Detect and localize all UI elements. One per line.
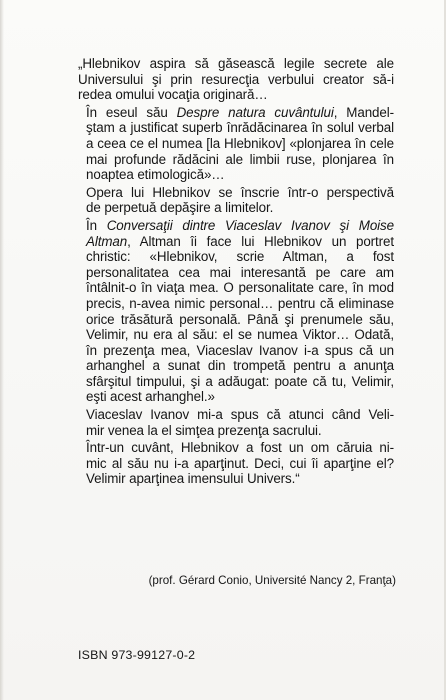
text-line: personalitatea cea mai interesantă pe care am [86, 264, 394, 280]
text-line: Într-un cuvânt, Hlebnikov a fost un om căruia ni- [86, 440, 394, 456]
text-line: arhanghel a sunat din trompetă pentru a anunţa [86, 358, 394, 374]
page-edge-shadow [0, 0, 4, 700]
paragraph-3 [78, 185, 394, 216]
text-line [78, 105, 394, 121]
text-line: christic: «Hlebnikov, scrie Altman, a fost [86, 249, 394, 265]
text-run: În eseul său [86, 104, 177, 120]
text-line: mai profunde rădăcini ale limbii ruse, plonjarea în [86, 151, 394, 167]
text-line: eşti acest arhanghel.» [86, 389, 215, 405]
text-line: mir venea la el simţea prezenţa sacrului. [86, 422, 322, 438]
isbn-number: ISBN 973-99127-0-2 [78, 648, 196, 662]
paragraph-1 [78, 56, 394, 103]
paragraph-5 [78, 407, 394, 438]
quote-text-block [78, 56, 394, 489]
quote-attribution: (prof. Gérard Conio, Université Nancy 2, Franţa) [148, 574, 396, 587]
text-line: sfârşitul timpului, şi a adăugat: poate că tu, Velimir, [86, 373, 394, 389]
text-line: Opera lui Hlebnikov se înscrie într-o perspectivă [86, 184, 394, 200]
text-line: Universului şi prin resurecţia verbului creator să-i [78, 71, 394, 87]
text-line: orice trăsătură personală. Până şi prenumele său, [86, 311, 394, 327]
book-title-continued: Altman [86, 233, 128, 249]
text-line: Velimir aparţinea imensului Univers.“ [86, 471, 300, 487]
text-line: întâlnit-o în viaţa mea. O personalitate care, în mod [86, 280, 394, 296]
text-run: , Mandel- [333, 104, 394, 120]
text-line: Viaceslav Ivanov mi-a spus că atunci când Veli- [86, 407, 394, 423]
text-line: de perpetuă depăşire a limitelor. [86, 200, 274, 216]
essay-title: Despre natura cuvântului [176, 104, 334, 120]
paragraph-2 [78, 105, 394, 183]
text-line [78, 218, 394, 234]
text-line: precis, n-avea nimic personal… pentru că eliminase [86, 295, 394, 311]
text-line: în prezenţa mea, Viaceslav Ivanov i-a spus că un [86, 342, 394, 358]
text-line: „Hlebnikov aspira să găsească legile secrete ale [78, 56, 394, 71]
text-line: ştam a justificat superb înrădăcinarea în solul verbal [86, 120, 394, 136]
text-line: Velimir, nu era al său: el se numea Viktor… Odată, [86, 327, 394, 343]
paragraph-4 [78, 218, 394, 405]
text-line: mic al său nu i-a aparţinut. Deci, cui îi aparţine el? [86, 455, 394, 471]
book-title: Conversaţii dintre Viaceslav Ivanov şi Moise [106, 217, 394, 233]
paragraph-6 [78, 440, 394, 487]
text-run: , Altman îi face lui Hlebnikov un portret [127, 233, 394, 249]
text-line: noaptea etimologică»… [86, 167, 225, 183]
text-line: redea omului vocaţia originară… [78, 87, 268, 103]
text-line [78, 234, 394, 250]
text-run: În [86, 217, 107, 233]
text-line: a ceea ce el numea [la Hlebnikov] «plonjarea în cele [86, 135, 394, 151]
